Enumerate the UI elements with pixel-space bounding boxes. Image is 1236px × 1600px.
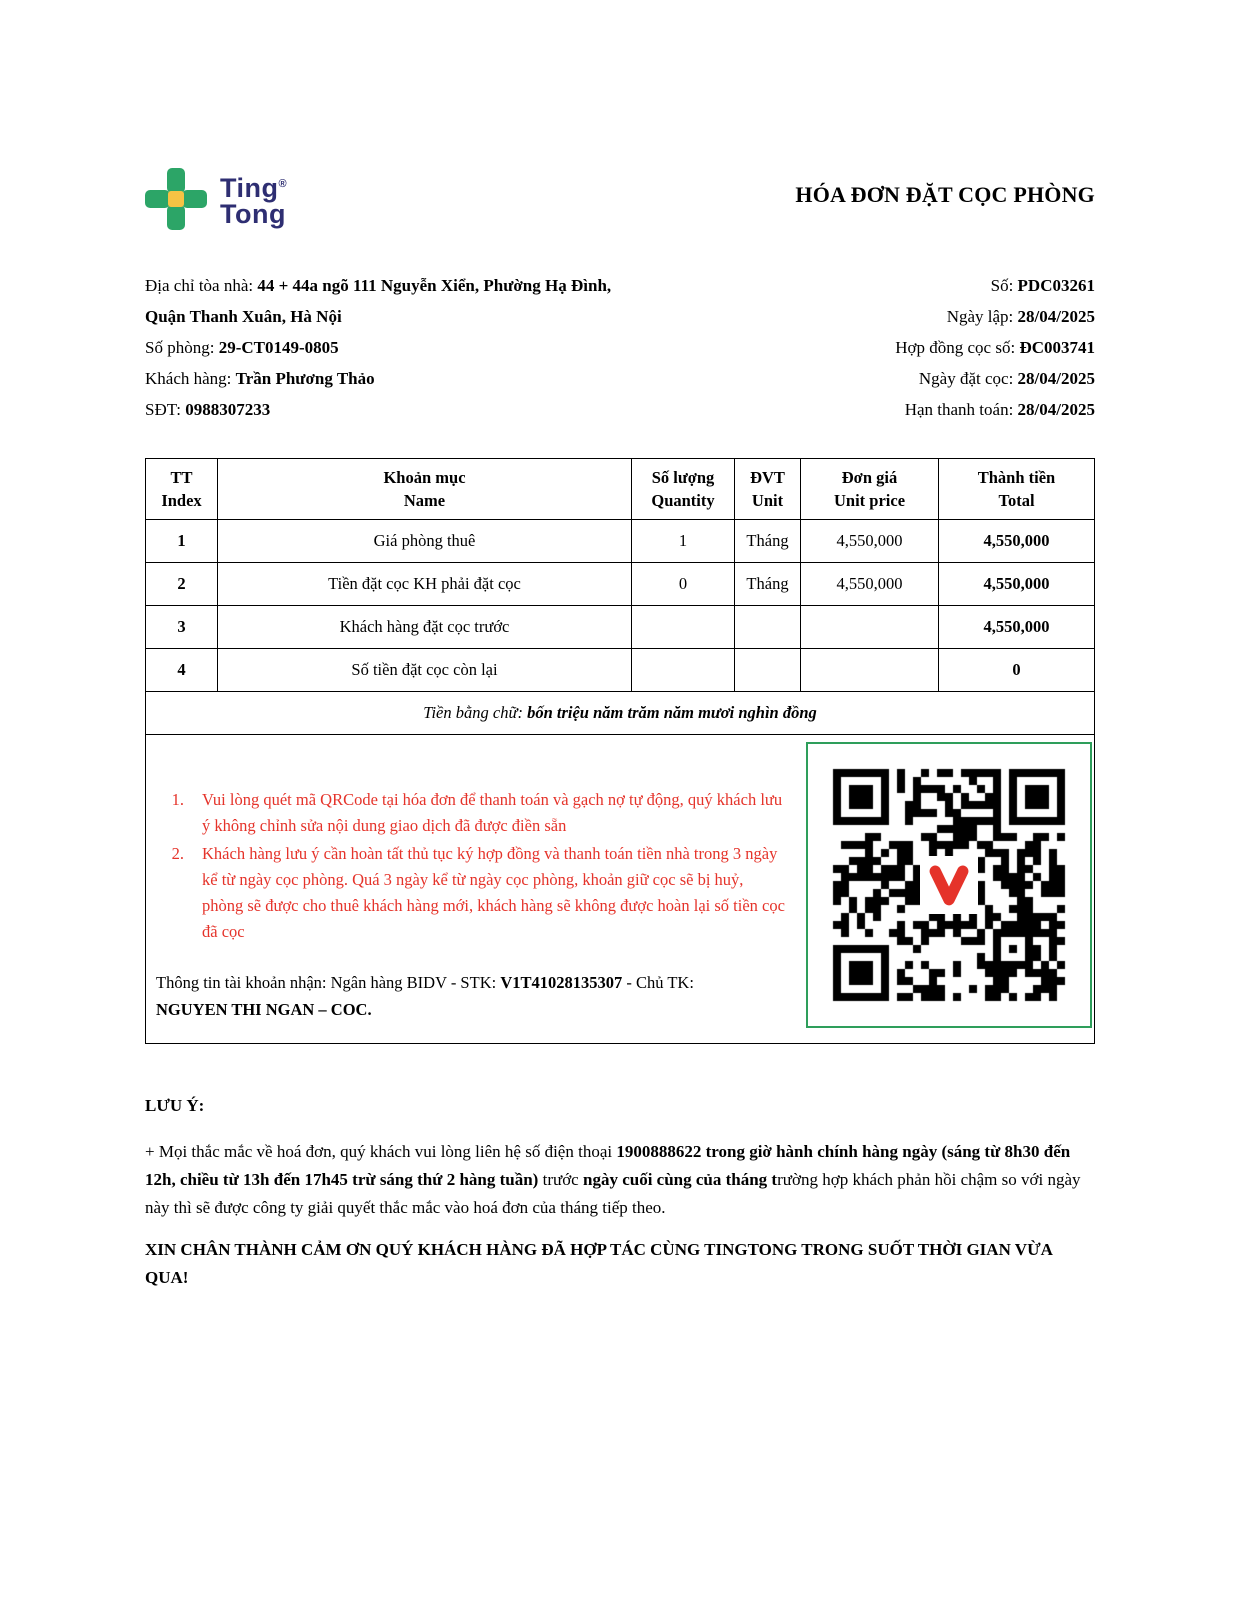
warning-item-2: [156, 841, 788, 945]
warning-list: [156, 787, 788, 945]
footer-thanks: XIN CHÂN THÀNH CẢM ƠN QUÝ KHÁCH HÀNG ĐÃ HỢP TÁC CÙNG TINGTONG TRONG SUỐT THỜI GIAN VỪA QUA!: [145, 1240, 1052, 1287]
row3-unit: [735, 606, 801, 649]
table-row: [146, 649, 1095, 692]
row4-total: 0: [939, 649, 1095, 692]
row2-name: Tiền đặt cọc KH phải đặt cọc: [218, 563, 632, 606]
payment-notes-box: [145, 734, 1095, 1044]
warning-item-1-text: Vui lòng quét mã QRCode tại hóa đơn để thanh toán và gạch nợ tự động, quý khách lưu ý không chỉnh sửa nội dung giao dịch đã được điền sẵn: [202, 790, 783, 835]
table-header-row: [146, 459, 1095, 520]
row4-index: 4: [146, 649, 218, 692]
table-row: [146, 563, 1095, 606]
row3-index: 3: [146, 606, 218, 649]
warning-item-2-number: 2.: [171, 844, 184, 863]
invoice-number: Số: PDC03261: [990, 276, 1095, 295]
col-header-total: Thành tiền Total: [939, 459, 1095, 520]
footer-note-paragraph: + Mọi thắc mắc về hoá đơn, quý khách vui lòng liên hệ số điện thoại 1900888622 trong giờ hành chính hàng ngày (sáng từ 8h30 đến 12h, chiều từ 13h đến 17h45 trừ sáng thứ 2 hàng tuần) trước ngày cuối cùng của tháng trường hợp khách phản hồi chậm so với ngày này thì sẽ được công ty giải quyết thắc mắc vào hoá đơn của tháng tiếp theo.: [145, 1142, 1081, 1217]
warning-item-1: [156, 787, 788, 839]
issue-date: Ngày lập: 28/04/2025: [946, 307, 1095, 326]
table-row: [146, 520, 1095, 563]
customer-phone: SĐT: 0988307233: [145, 400, 271, 419]
footer: [145, 1096, 1095, 1292]
col-header-name: Khoản mục Name: [218, 459, 632, 520]
row3-quantity: [632, 606, 735, 649]
row3-name: Khách hàng đặt cọc trước: [218, 606, 632, 649]
row2-unit-price: 4,550,000: [801, 563, 939, 606]
invoice-meta: [895, 270, 1095, 425]
customer-info: [145, 270, 611, 425]
registered-mark: ®: [278, 178, 288, 190]
row1-total: 4,550,000: [939, 520, 1095, 563]
row2-total: 4,550,000: [939, 563, 1095, 606]
customer-name: Khách hàng: Trần Phương Thảo: [145, 369, 375, 388]
items-table: [145, 458, 1095, 735]
row4-name: Số tiền đặt cọc còn lại: [218, 649, 632, 692]
payment-qr-code: [806, 742, 1092, 1028]
payment-due-date: Hạn thanh toán: 28/04/2025: [904, 400, 1095, 419]
building-address-line1: Địa chỉ tòa nhà: 44 + 44a ngõ 111 Nguyễn Xiển, Phường Hạ Đình,: [145, 276, 612, 295]
tingtong-logo: [145, 168, 287, 230]
header: [145, 168, 1095, 230]
warning-item-1-number: 1.: [171, 790, 184, 809]
row1-name: Giá phòng thuê: [218, 520, 632, 563]
row4-quantity: [632, 649, 735, 692]
amount-in-words-row: [146, 692, 1095, 735]
row3-total: 4,550,000: [939, 606, 1095, 649]
col-header-unit: ĐVT Unit: [735, 459, 801, 520]
row2-quantity: 0: [632, 563, 735, 606]
row1-index: 1: [146, 520, 218, 563]
row1-unit: Tháng: [735, 520, 801, 563]
col-header-unit-price: Đơn giá Unit price: [801, 459, 939, 520]
row1-unit-price: 4,550,000: [801, 520, 939, 563]
col-header-quantity: Số lượng Quantity: [632, 459, 735, 520]
row3-unit-price: [801, 606, 939, 649]
row2-unit: Tháng: [735, 563, 801, 606]
room-number: Số phòng: 29-CT0149-0805: [145, 338, 339, 357]
col-header-index: TT Index: [146, 459, 218, 520]
row1-quantity: 1: [632, 520, 735, 563]
invoice-info: [145, 270, 1095, 425]
qr-center-logo-icon: [920, 856, 978, 914]
deposit-contract-number: Hợp đồng cọc số: ĐC003741: [895, 338, 1095, 357]
warning-item-2-text: Khách hàng lưu ý cần hoàn tất thủ tục ký hợp đồng và thanh toán tiền nhà trong 3 ngày kể từ ngày cọc phòng. Quá 3 ngày kể từ ngày cọc phòng, khoản giữ cọc sẽ bị huỷ, phòng sẽ được cho thuê khách hàng mới, khách hàng sẽ không được hoàn lại số tiền cọc đã cọc: [202, 844, 785, 941]
tingtong-wordmark: Ting® Tong: [220, 173, 288, 229]
table-row: [146, 606, 1095, 649]
deposit-date: Ngày đặt cọc: 28/04/2025: [918, 369, 1095, 388]
account-number: V1T41028135307: [500, 973, 623, 992]
amount-in-words: Tiền bằng chữ: bốn triệu năm trăm năm mươi nghìn đồng: [146, 692, 1095, 735]
footer-note-label: LƯU Ý:: [145, 1096, 205, 1115]
row4-unit: [735, 649, 801, 692]
payment-notes: [146, 735, 806, 1043]
account-holder: NGUYEN THI NGAN – COC.: [156, 1000, 372, 1019]
building-address-line2: Quận Thanh Xuân, Hà Nội: [145, 307, 342, 326]
row4-unit-price: [801, 649, 939, 692]
page-title: HÓA ĐƠN ĐẶT CỌC PHÒNG: [795, 182, 1095, 207]
tingtong-logo-icon: [145, 168, 207, 230]
row2-index: 2: [146, 563, 218, 606]
bank-account-info: Thông tin tài khoản nhận: Ngân hàng BIDV - STK: V1T41028135307 - Chủ TK: NGUYEN THI NGAN – COC.: [156, 973, 694, 1019]
